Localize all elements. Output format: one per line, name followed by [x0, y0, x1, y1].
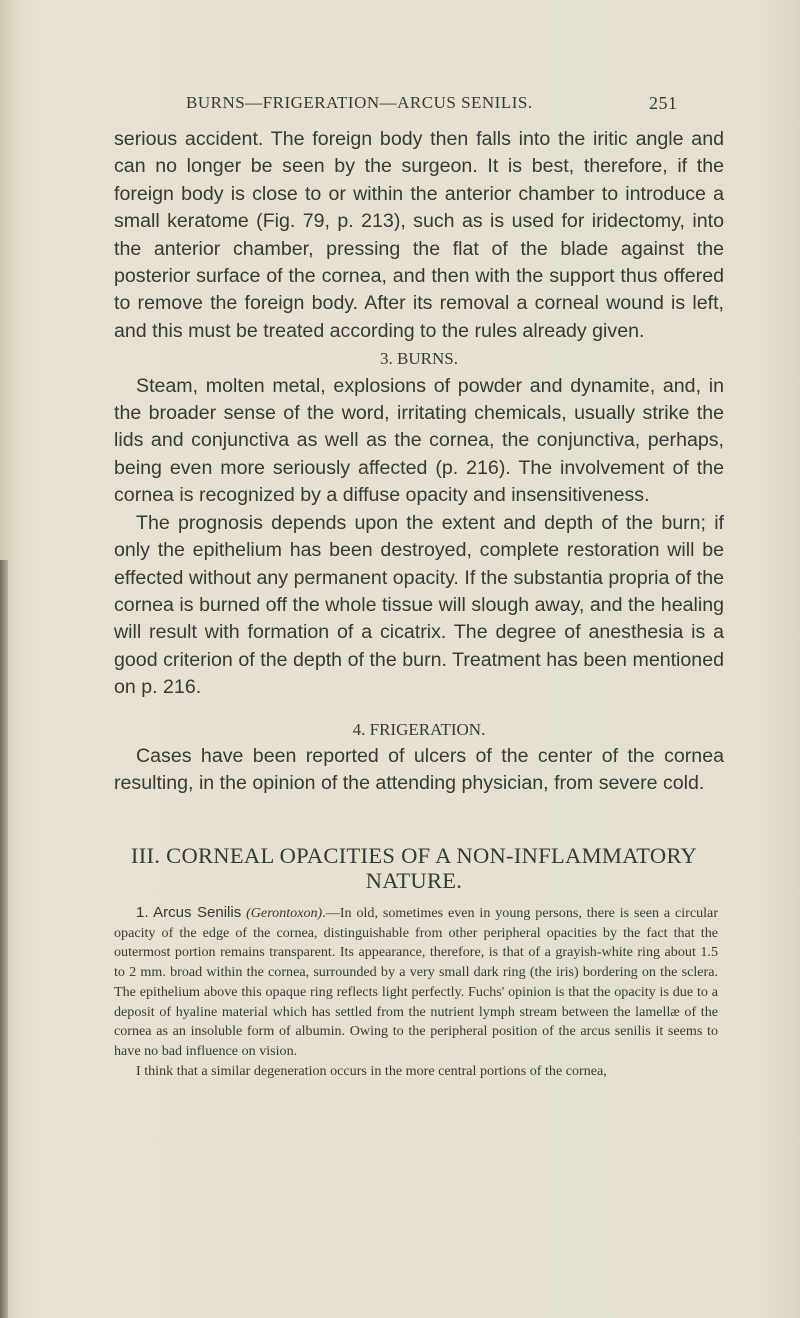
- page-edge-shadow: [0, 560, 8, 1318]
- main-text: [114, 126, 724, 798]
- gerontoxon-term: (Gerontoxon): [246, 905, 323, 921]
- arcus-senilis-lead: 1. Arcus Senilis: [136, 904, 242, 921]
- arcus-senilis-paragraph: [114, 903, 718, 1062]
- arcus-senilis-text: .—In old, sometimes even in young persons, there is seen a circular opacity of the edge of the cornea, distinguishable from other peripheral opacities by the fact that the outermost portion remains transparent. Its appearance, therefore, is that of a grayish-white ring about 1.5 to 2 mm. broad within the cornea, surrounded by a very small dark ring (the iris) bordering on the sclera. The epithelium above this opaque ring reflects light perfectly. Fuchs' opinion is that the opacity is due to a deposit of hyaline material which has settled from the nutrient lymph stream between the lamellæ of the cornea as an insoluble form of albumin. Owing to the peripheral position of the arcus senilis it seems to have no bad influence on vision.: [114, 905, 719, 1059]
- page-number: 251: [649, 93, 678, 113]
- degeneration-paragraph: I think that a similar degeneration occurs in the more central portions of the cornea,: [136, 1062, 607, 1079]
- paragraph-1: serious accident. The foreign body then falls into the iritic angle and can no longer be seen by the surgeon. It is best, therefore, if the foreign body is close to or within the anterior chamber to introduce a small keratome (Fig. 79, p. 213), such as is used for iridectomy, into the anterior chamber, pressing the flat of the blade against the posterior surface of the cornea, and then with the support thus offered to remove the foreign body. After its removal a corneal wound is left, and this must be treated according to the rules already given.: [114, 128, 724, 342]
- running-title: BURNS—FRIGERATION—ARCUS SENILIS.: [186, 93, 533, 112]
- paragraph-frigeration: Cases have been reported of ulcers of the center of the cornea resulting, in the opinion of the attending physician, from severe cold.: [114, 744, 724, 795]
- small-text-block: [114, 903, 718, 1081]
- paragraph-burns-1: Steam, molten metal, explosions of powder and dynamite, and, in the broader sense of the word, irritating chemicals, usually strike the lids and conjunctiva as well as the cornea, the conjunctiva, perhaps, being even more seriously affected (p. 216). The involvement of the cornea is recognized by a diffuse opacity and insensitiveness.: [114, 374, 724, 507]
- paragraph-burns-2: The prognosis depends upon the extent and depth of the burn; if only the epithelium has been destroyed, complete restoration will be effected without any permanent opacity. If the substantia propria of the cornea is burned off the whole tissue will slough away, and the healing will result with formation of a cicatrix. The degree of anesthesia is a good criterion of the depth of the burn. Treatment has been mentioned on p. 216.: [114, 511, 724, 699]
- section-heading-burns: 3. BURNS.: [380, 349, 458, 369]
- section-heading-frigeration: 4. FRIGERATION.: [352, 719, 486, 739]
- chapter-title: III. CORNEAL OPACITIES OF A NON-INFLAMMATORY NATURE.: [130, 843, 698, 893]
- running-header: [186, 93, 706, 113]
